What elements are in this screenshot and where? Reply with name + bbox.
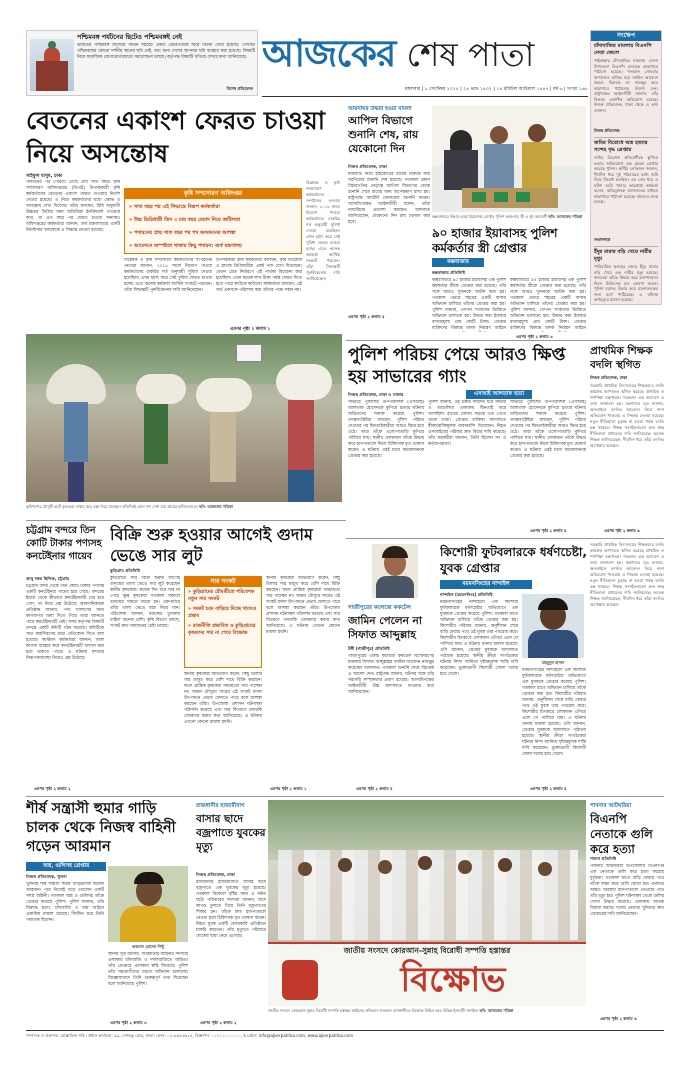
lead-byline: সাইফুল মাসুম, ঢাকা <box>26 174 63 179</box>
football-byline: নান্দাইল (ময়মনসিংহ) প্রতিনিধি <box>440 592 493 597</box>
football-body-col-1: ময়মনসিংহের নান্দাইলে এক কিশোরী ফুটবলারকে ধর্ষণচেষ্টার অভিযোগে এক যুবককে গ্রেপ্তার করেছে পুলিশ। গতকাল রাতে অভিযান চালিয়ে তাঁকে গ্রেপ্তার করা হয়। কিশোরীর পরিবার জানায়, অনুশীলন শেষে বাড়ি ফেরার পথে ওই যুবক তার পথরোধ করে। কিশোরীর চিৎকারে লোকজন এগিয়ে এলে সে পালিয়ে যায়। এ ঘটনায় থানায় মামলা হয়েছে। ওসি জানান, গ্রেপ্তার যুবককে আদালতে পাঠানো হয়েছে। স্থানীয় ক্রীড়া সংগঠকেরা ঘটনার নিন্দা জানিয়ে দৃষ্টান্তমূলক শাস্তি দাবি করেছেন। ভুক্তভোগী কিশোরী জেলা দলের হয়ে খেলে। <box>440 600 518 677</box>
sidebar-story-1-title[interactable]: চাঁদাবাজির মামলায় বিএনপি নেতা জেলে <box>594 43 652 56</box>
death-headline[interactable]: বাসার ছাদে বজ্রপাতে যুবকের মৃত্যু <box>196 813 266 853</box>
protest-photo[interactable] <box>268 800 586 1006</box>
sidebar-story-1-body: গাইবান্ধার চাঁদাবাজির মামলায় জেলা উপজেলা বিএনপি নেতাকে কারাগারে পাঠানো হয়েছে। গতকাল সোমবার আদালতে হাজির হয়ে জামিন আবেদন করলে বিচারক তা নামঞ্জুর করে কারাগারে পাঠানোর নির্দেশ দেন। রাষ্ট্রপক্ষের আইনজীবী জানান, তাঁর বিরুদ্ধে একাধিক অভিযোগ রয়েছে। নিজস্ব প্রতিবেদক, ঢাকা থেকে এ তথ্য জানান। <box>594 58 658 113</box>
lead-body-col-3: উপসহকারী কৃষি কর্মকর্তারা বলছেন, কৃষি ডিপ্লোমা ও স্নাতক ডিগ্রিধারীরা একই পদে যোগ দিয়েছেন। বেতন গ্রেড নির্ধারণে এই পার্থক্য বিবেচনা করা হয়েছিল। এখন কয়েক লাখ টাকা পর্যন্ত ফেরত দিতে হতে পারে কাউকে কাউকে। কর্মকর্তারা বলছেন, এই অর্থ একসঙ্গে পরিশোধ করা তাঁদের পক্ষে সম্ভব নয়। <box>216 258 302 293</box>
fertilizer-box-item: » রাজনীতি প্রভাবিত ও কুড়িগ্রামের কৃষকদের সার না পেয়ে বিক্ষোভ <box>188 624 256 636</box>
savar-body-col-1: সাভারে পুলিশের উপপরিদর্শক (এসআই) আলতাফ হোসেনকে কুপিয়ে হত্যার ঘটনায় জড়িতদের শনাক্ত করেছে পুলিশ। তদন্তসংশ্লিষ্টরা বলছেন, পুলিশ পরিচয় দেওয়ার পর ছিনতাইকারীরা আরও ক্ষিপ্ত হয়ে ওঠে। তারা তাঁকে এলোপাতাড়ি কুপিয়ে পালিয়ে যায়। স্থানীয় লোকজন তাঁকে উদ্ধার করে হাসপাতালে নিলে চিকিৎসক মৃত ঘোষণা করেন। এ ঘটনায় এরই মধ্যে কয়েকজনকে গ্রেপ্তার করা হয়েছে। <box>348 400 424 459</box>
yaba-body-col-2: কক্সবাজারে ৯০ হাজার ইয়াবাসহ এক পুলিশ কর্মকর্তার স্ত্রীকে গ্রেপ্তার করা হয়েছে। তাঁর সঙ্গে আরও দুজনকে আটক করা হয়। গতকাল ভোরে শহরের একটি বাসায় অভিযান চালিয়ে তাঁদের গ্রেপ্তার করা হয়। পুলিশ জানায়, গোপন সংবাদের ভিত্তিতে অভিযান চালানো হয়। উদ্ধার করা ইয়াবার বাজারমূল্য প্রায় কোটি টাকা। গ্রেপ্তার ব্যক্তিদের বিরুদ্ধে মাদক নিয়ন্ত্রণ আইনে <box>510 278 586 331</box>
pabna-body: পাবনার আটঘরিয়া উপজেলায় বিএনপির এক নেতাকে গুলি করে হত্যা করেছে দুর্বৃত্তরা। গতকাল রাতে বাড়ি ফেরার পথে তাঁকে লক্ষ্য করে গুলি ছোড়া হয়। গুরুতর আহত অবস্থায় হাসপাতালে নেওয়ার পথে তাঁর মৃত্যু হয়। পুলিশ ঘটনাস্থল থেকে গুলির খোসা উদ্ধার করেছে। এলাকায় আতঙ্ক বিরাজ করছে। দলের নেতারা খুনিদের দ্রুত গ্রেপ্তারের দাবি জানিয়েছেন। <box>590 864 664 917</box>
ctg-byline: আবু বকর ছিদ্দিক, চট্টগ্রাম <box>26 576 70 581</box>
pabna-cont: এরপর পৃষ্ঠা ২ কলাম ৬ <box>600 1016 637 1021</box>
fertilizer-cont: এরপর পৃষ্ঠা ২ কলাম ১ <box>270 786 307 791</box>
lead-box-item: » উচ্চ ডিগ্রিধারী তিন ৩ চার বছর মেয়াদ নিয়ে জটিলতা <box>129 217 241 223</box>
teacher-cont: এরপর পৃষ্ঠা ২ কলাম ৬ <box>604 528 640 533</box>
savar-body-col-2: পুলিশ জানায়, ওই চক্রটি দীর্ঘদিন ধরে সাভার ও আশুলিয়া এলাকায় ছিনতাই করে আসছিল। রাতের বেলায় সড়কে ওত পেতে থাকে তারা। গ্রেপ্তার ব্যক্তিরা আদালতে স্বীকারোক্তিমূলক জবানবন্দি দিয়েছেন। নিহত এসআইয়ের পরিবার দ্রুত বিচার দাবি করেছে। তাঁর সহকর্মীরা জানান, তিনি ছিলেন সৎ ও কর্তব্যপরায়ণ। <box>428 400 506 447</box>
lead-photo[interactable] <box>26 334 342 502</box>
ctg-body: চট্টগ্রাম বন্দর থেকে তিন কোটি টাকার পণ্যসহ একটি কনটেইনার গায়েব হয়ে গেছে। বন্দরের ইয়ার্ড থেকে কীভাবে কনটেইনারটি বের হয়ে গেল, তা নিয়ে প্রশ্ন উঠেছে। আমদানিকারক প্রতিষ্ঠান জানায়, পণ্য খালাসের জন্য কাগজপত্র জমা দিতে গিয়ে তারা জানতে পারে কনটেইনারটি নেই। বন্দর কর্তৃপক্ষ বিষয়টি তদন্তে একটি কমিটি গঠন করেছে। কমিটিকে সাত কার্যদিবসের মধ্যে প্রতিবেদন দিতে বলা হয়েছে। কাস্টমস কর্মকর্তারা জানান, জাল কাগজ ব্যবহার করে কনটেইনারটি খালাস করা হয়ে থাকতে পারে। এ ঘটনায় বন্দরের নিরাপত্তাব্যবস্থা নিয়েও প্রশ্ন উঠেছে। <box>26 584 104 661</box>
teaser-body: ভারতের পশ্চিমবঙ্গ রাজ্যের পর্যটন শহরের একটি প্রচারপত্রকে ঘিরে বিতর্ক তৈরি হয়েছে। সেখানে পশ্চিমবঙ্গের কোনো দর্শনীয় স্থানের ছবি নেই, বরং অন্য দেশের স্থাপনার ছবি ব্যবহার করা হয়েছে। বিষয়টি নিয়ে সামাজিক যোগাযোগমাধ্যমে সমালোচনা চলছে। কর্তৃপক্ষ বিষয়টি খতিয়ে দেখার কথা জানিয়েছে। <box>77 43 255 60</box>
football-tag: ময়মনসিংহের নান্দাইল <box>440 580 532 589</box>
arrest-photo-caption: কক্সবাজারে উদ্ধার হওয়া ইয়াবাসহ গ্রেপ্তার পুলিশ কর্মকর্তার স্ত্রী ও দুই সহযোগী ছবি: আজকের পত্রিকা <box>432 214 583 219</box>
fertilizer-body-col-1: কুড়িগ্রামে সার বিক্রি শুরুর আগেই গুদামের তালা ভেঙে সার লুট করেছেন স্থানীয় কৃষকেরা। কয়েক দিন ধরে সার না পেয়ে ক্ষুব্ধ কৃষকেরা গতকাল সকালে গুদামের সামনে জড়ো হন। একপর্যায়ে তাঁরা তালা ভেঙে বস্তা নিয়ে যান। পরিবেশক জানান, বরাদ্দের তুলনায় চাহিদা অনেক বেশি। কৃষি বিভাগ বলছে, সংকট দ্রুত সমাধানের চেষ্টা চলছে। <box>110 576 180 629</box>
death-kicker: রাজধানীর হাজারীবাগ <box>196 803 245 809</box>
ctg-cont: এরপর পৃষ্ঠা ২ কলাম ২ <box>34 786 71 791</box>
pabna-kicker: পাবনার আটঘরিয়া <box>590 803 632 809</box>
protest-banner-text: বিক্ষোভ <box>400 960 506 1000</box>
fertilizer-byline: কুড়িগ্রাম প্রতিনিধি <box>110 568 140 573</box>
football-photo-caption: মাহমুদুল হাসান <box>541 660 565 665</box>
sidebar-story-2-body: জমির বিরোধে প্রতিবেশীকে কুপিয়ে হত্যার অভিযোগে এক বৃদ্ধকে গ্রেপ্তার করেছে পুলিশ। স্থানীয় লোকজন জানান, দীর্ঘদিন ধরে দুই পরিবারের মধ্যে জমি নিয়ে বিরোধ চলছিল। এর জের ধরে এ ঘটনা ঘটে। থানার ভারপ্রাপ্ত কর্মকর্তা বলেন, অভিযুক্তকে আদালতের মাধ্যমে কারাগারে পাঠানো হয়েছে। মামলার তদন্ত চলছে। <box>594 155 658 204</box>
bail-byline: টঙ্গী (গাজীপুর) প্রতিনিধি <box>348 646 390 651</box>
armaan-body-col-2: স্থানীয় সূত্র জানায়, আরমানের বাহিনীর সদস্যরা এলাকায় চাঁদাবাজি ও দখলবাজিতে জড়িত। তাঁর গ্রেপ্তারে এলাকায় স্বস্তি ফিরেছে। পুলিশ তাঁর সহযোগীদের ধরতে অভিযান চালাচ্ছে। জিজ্ঞাসাবাদে তিনি গুরুত্বপূর্ণ তথ্য দিয়েছেন বলে জানিয়েছে পুলিশ। <box>108 952 188 987</box>
lead-highlight-box <box>124 188 302 254</box>
lead-cont: এরপর পৃষ্ঠা ২ কলাম ১ <box>230 327 271 332</box>
armaan-cont: এরপর পৃষ্ঠা ২ কলাম ৩ <box>110 1020 147 1025</box>
lead-headline[interactable]: বেতনের একাংশ ফেরত চাওয়া নিয়ে অসন্তোষ <box>26 106 325 168</box>
fertilizer-box-item: » কুড়িগ্রামের রৌমারীতে পরিবেশক নতুন সার সংকট <box>188 590 255 602</box>
hearing-body: মামলাটি নিয়ে হাইকোর্টের রায়ের বিরুদ্ধে করা আপিলের শুনানি শেষ হয়েছে। গতকাল প্রধান বিচারপতির নেতৃত্বে আপিল বিভাগের বেঞ্চে শুনানি শেষে রায়ের জন্য অপেক্ষমাণ রাখা হয়। রাষ্ট্রপক্ষে অ্যাটর্নি জেনারেল শুনানি করেন। আসামিপক্ষের আইনজীবী বলেন, তাঁরা ন্যায়বিচার প্রত্যাশা করছেন। আদালত জানিয়েছেন, যেকোনো দিন রায় ঘোষণা করা হবে। <box>348 172 430 225</box>
yaba-cont: এরপর পৃষ্ঠা ২ কলাম ৩ <box>516 334 553 339</box>
bail-body: গাজীপুরের একটি কলেজে ককটেল বিস্ফোরণের মামলায় সিফাত আব্দুল্লাহর জামিন আবেদন নামঞ্জুর করেছেন আদালত। গতকাল শুনানি শেষে বিচারক এ আদেশ দেন। রাষ্ট্রপক্ষ জানায়, ঘটনার সঙ্গে তাঁর সরাসরি সম্পৃক্ততার প্রমাণ রয়েছে। আসামিপক্ষের আইনজীবী উচ্চ আদালতে যাওয়ার কথা জানিয়েছেন। <box>348 654 434 695</box>
logo-right: শেষ পাতা <box>406 35 535 74</box>
fertilizer-highlight-box <box>184 576 262 668</box>
lead-box-item: » পদায়নের প্রায় সাত বছর পর পদ অবনমনের আশঙ্কা <box>129 230 236 236</box>
yaba-headline[interactable]: ৯০ হাজার ইয়াবাসহ পুলিশ কর্মকর্তার স্ত্রী গ্রেপ্তার <box>432 226 558 255</box>
protest-photo-caption: জাতীয় সংসদে কোরআন-সুন্নাহ বিরোধী সম্পত্তি হস্তান্তর আইনের প্রতিবাদে গতকাল রাজধানীতে বিক্ষোভ মিছিল করে বিভিন্ন ইসলামী সংগঠন। ছবি: আজকের পত্রিকা <box>268 1008 514 1013</box>
lead-box-item: » সাত বছর পর এই সিদ্ধান্তে বিরূপ কর্মকর্তারা <box>129 204 220 210</box>
savar-body-col-3: সাভারে পুলিশের উপপরিদর্শক (এসআই) আলতাফ হোসেনকে কুপিয়ে হত্যার ঘটনায় জড়িতদের শনাক্ত করেছে পুলিশ। তদন্তসংশ্লিষ্টরা বলছেন, পুলিশ পরিচয় দেওয়ার পর ছিনতাইকারীরা আরও ক্ষিপ্ত হয়ে ওঠে। তারা তাঁকে এলোপাতাড়ি কুপিয়ে পালিয়ে যায়। স্থানীয় লোকজন তাঁকে উদ্ধার করে হাসপাতালে নিলে চিকিৎসক মৃত ঘোষণা করেন। এ ঘটনায় এরই মধ্যে কয়েকজনকে গ্রেপ্তার করা হয়েছে। <box>510 400 586 459</box>
pabna-headline[interactable]: বিএনপি নেতাকে গুলি করে হত্যা <box>590 812 653 856</box>
bail-headline[interactable]: জামিন পেলেন না সিফাত আব্দুল্লাহ <box>348 615 422 641</box>
sidebar-header: সংক্ষেপ <box>591 31 661 41</box>
teaser-title[interactable]: পশ্চিমবঙ্গ পর্যটনের ছিটেও পশ্চিমবঙ্গই নেই <box>77 33 182 41</box>
fertilizer-box-title: সার সংকট <box>185 577 261 587</box>
fertilizer-headline[interactable]: বিক্রি শুরু হওয়ার আগেই গুদাম ভেঙে সার লুট <box>110 525 313 565</box>
sidebar-story-2-title[interactable]: জমির বিরোধে অস্ত্র হত্যার সন্দেহ বৃদ্ধ গ্রেপ্তার <box>594 140 648 153</box>
death-body: রাজধানীর হাজারীবাগে বাসার ছাদে বজ্রপাতে এক যুবকের মৃত্যু হয়েছে। গতকাল বিকেলে বৃষ্টির সময় এ ঘটনা ঘটে। পরিবারের সদস্যরা জানান, ছাদে কাপড় তুলতে গিয়ে তিনি বজ্রপাতের শিকার হন। তাঁকে দ্রুত হাসপাতালে নেওয়া হলে চিকিৎসক মৃত ঘোষণা করেন। নিহত যুবক একটি বেসরকারি প্রতিষ্ঠানে চাকরি করতেন। তাঁর মৃত্যুতে পরিবারে শোকের ছায়া নেমে এসেছে। <box>196 880 266 939</box>
teacher-byline: নিজস্ব প্রতিবেদক, ঢাকা <box>590 375 628 380</box>
hearing-kicker: আয়নাঘর উদ্ধার হওয়া মামলা <box>348 106 412 112</box>
lead-body-col-2: বিশ্লেষক ও কৃষি সম্প্রসারণ কর্মকর্তাদের সংগঠনের নেতারা জানান, ২০১৮ সালে নিয়োগ পাওয়া কর্মকর্তাদের চাকরির শর্ত অনুযায়ী সুবিধা দেওয়া হয়েছিল। এখন হঠাৎ করে সেই সুবিধা ফেরত চাওয়া হচ্ছে। এতে অনেক কর্মকর্তা আর্থিক সংকটে পড়বেন। তাঁরা সিদ্ধান্তটি পুনর্বিবেচনার দাবি জানিয়েছেন। <box>124 258 212 293</box>
football-photo[interactable] <box>522 594 584 658</box>
savar-headline[interactable]: পুলিশ পরিচয় পেয়ে আরও ক্ষিপ্ত হয় সাভারের গ্যাং <box>348 345 566 387</box>
sidebar-story-3-cont <box>594 304 658 305</box>
fertilizer-box-item: » সংকট চরম বাড়িয়ে দিচ্ছে খাদ্যেও প্রভাব <box>188 607 257 619</box>
armaan-photo-caption: আরমান হোসেন পিন্টু <box>131 944 165 949</box>
football-headline[interactable]: কিশোরী ফুটবলারকে ধর্ষণচেষ্টা, যুবক গ্রেপ্তার <box>440 545 587 575</box>
lead-box-item: » আবেদনে অস্পষ্টতা থাকায় কিছু পদায়ন: অর্থ মন্ত্রণালয় <box>129 243 242 249</box>
teaser-box <box>26 30 258 96</box>
logo-left: আজকের <box>262 32 396 75</box>
protest-banner-top: জাতীয় সংসদে কোরআন-সুন্নাহ বিরোধী সম্পত্তি হস্তান্তর <box>343 946 511 955</box>
hearing-headline[interactable]: আপিল বিভাগে শুনানি শেষ, রায় যেকোনো দিন <box>348 115 419 155</box>
football-body-col-2: ময়মনসিংহের নান্দাইলে এক কিশোরী ফুটবলারকে ধর্ষণচেষ্টার অভিযোগে এক যুবককে গ্রেপ্তার করেছে পুলিশ। গতকাল রাতে অভিযান চালিয়ে তাঁকে গ্রেপ্তার করা হয়। কিশোরীর পরিবার জানায়, অনুশীলন শেষে বাড়ি ফেরার পথে ওই যুবক তার পথরোধ করে। কিশোরীর চিৎকারে লোকজন এগিয়ে এলে সে পালিয়ে যায়। এ ঘটনায় থানায় মামলা হয়েছে। ওসি জানান, গ্রেপ্তার যুবককে আদালতে পাঠানো হয়েছে। স্থানীয় ক্রীড়া সংগঠকেরা ঘটনার নিন্দা জানিয়ে দৃষ্টান্তমূলক শাস্তি দাবি করেছেন। ভুক্তভোগী কিশোরী জেলা দলের হয়ে খেলে। <box>522 668 586 757</box>
death-byline: নিজস্ব প্রতিবেদক, ঢাকা <box>196 872 235 877</box>
sifat-photo[interactable] <box>372 544 418 598</box>
savar-cont: এরপর পৃষ্ঠা ২ কলাম ৪ <box>530 528 567 533</box>
lead-box-title: কৃষি সম্প্রসারণ অধিদপ্তর <box>125 189 301 199</box>
lead-body-col-4: বিশ্লেষক ও কৃষি সম্প্রসারণ কর্মকর্তাদের সংগঠনের নেতারা জানান, ২০১৮ সালে নিয়োগ পাওয়া কর্মকর্তাদের চাকরির শর্ত অনুযায়ী সুবিধা দেওয়া হয়েছিল। এখন হঠাৎ করে সেই সুবিধা ফেরত চাওয়া হচ্ছে। এতে অনেক কর্মকর্তা আর্থিক সংকটে পড়বেন। তাঁরা সিদ্ধান্তটি পুনর্বিবেচনার দাবি জানিয়েছেন। <box>306 180 340 281</box>
armaan-headline[interactable]: শীর্ষ সন্ত্রাসী হুমার গাড়ি চালক থেকে নিজস্ব বাহিনী গড়েন আরমান <box>26 801 176 855</box>
sidebar <box>590 30 662 305</box>
pabna-byline: পাবনা প্রতিনিধি <box>590 856 617 861</box>
sidebar-story-3-title[interactable]: ইঁদুর মারার বড়ি খেয়ে নারীর মৃত্যু <box>594 249 652 262</box>
armaan-byline: নিজস্ব প্রতিবেদক, খুলনা <box>26 874 67 879</box>
hearing-cont: এরপর পৃষ্ঠা ২ কলাম ৫ <box>348 314 385 319</box>
ctg-headline[interactable]: চট্টগ্রাম বন্দরে তিন কোটি টাকার পণ্যসহ কনটেইনার গায়েব <box>26 525 102 562</box>
hearing-byline: নিজস্ব প্রতিবেদক, ঢাকা <box>348 164 387 169</box>
fertilizer-body-col-2: স্থানীয় কৃষকেরা অভিযোগ করেন, কিছু ডিলার সার মজুত করে বেশি দামে বিক্রি করছেন। ফলে প্রান্তিক কৃষকেরা সময়মতো সার পাচ্ছেন না। আমন মৌসুমে সারের এই সংকট ফসল উৎপাদনে প্রভাব ফেলতে পারে বলে আশঙ্কা করছেন তাঁরা। উপজেলা প্রশাসন ঘটনাস্থল পরিদর্শন করেছে এবং সার বিতরণে তদারকি জোরদার করার কথা জানিয়েছে। এ ঘটনায় এখনো কোনো মামলা হয়নি। <box>184 672 262 725</box>
armaan-body-col-1: খুলনার শীর্ষ সন্ত্রাসী হুমার গাড়িচালক ছিলেন আরমান। পরে নিজেই গড়ে তোলেন একটি সশস্ত্র বাহিনী। গতকাল অস্ত্র ও গুলিসহ তাঁকে গ্রেপ্তার করেছে পুলিশ। পুলিশ জানায়, তাঁর বিরুদ্ধে হত্যা, চাঁদাবাজি ও অস্ত্র আইনে একাধিক মামলা রয়েছে। দীর্ঘদিন ধরে তিনি পলাতক ছিলেন। <box>26 882 104 923</box>
teaser-image <box>30 39 74 91</box>
armaan-photo[interactable] <box>108 866 188 942</box>
teacher-body: সরকারি প্রাথমিক বিদ্যালয়ের শিক্ষকদের বদলি কার্যক্রম আপাতত স্থগিত করেছে প্রাথমিক ও গণশিক্ষা মন্ত্রণালয়। গতকাল এক আদেশে এ তথ্য জানানো হয়। মন্ত্রণালয় সূত্র জানায়, অনলাইনে বদলির আবেদন নিয়ে নানা অভিযোগ পাওয়ায় এ সিদ্ধান্ত নেওয়া হয়েছে। নতুন নীতিমালা চূড়ান্ত না হওয়া পর্যন্ত বদলি বন্ধ থাকবে। শিক্ষক সংগঠনগুলো দ্রুত স্বচ্ছ নীতিমালা প্রণয়নের দাবি জানিয়েছে। অনেক শিক্ষক জানিয়েছেন, দীর্ঘদিন ধরে তাঁরা বদলির অপেক্ষায় আছেন। <box>590 383 664 448</box>
armaan-tag: অস্ত্র, গুলিসহ গ্রেপ্তার <box>26 862 106 871</box>
dateline: মঙ্গলবার | ৮ সেপ্টেম্বর ২০২৫ | ২৪ ভাদ্র ১৪৩২ | ১৪ রবিউল আউয়াল ১৪৪৭ | বর্ষ ৬ | সংখ্যা ১৬৮ <box>404 87 588 92</box>
protest-banner <box>268 942 586 1006</box>
lead-body-col-1: পদায়নের পর পেরিয়ে গেছে প্রায় সাত বছর। কৃষি সম্প্রসারণ অধিদপ্তরের (ডিএই) উপসহকারী কৃষি কর্মকর্তাদের বেতনের একাংশ ফেরত দেওয়ার নির্দেশ দেওয়া হয়েছে। এ নিয়ে কর্মকর্তাদের মধ্যে ক্ষোভ ও অসন্তোষ দেখা দিয়েছে। তাঁরা বলছেন, বিধি অনুযায়ী উচ্চতর ডিগ্রির জন্য অতিরিক্ত ইনক্রিমেন্ট পাওয়ার কথা, যা এত বছর পর ফেরত চাওয়া অন্যায্য। অধিদপ্তরের কর্মকর্তারা জানান, অর্থ মন্ত্রণালয়ের একটি নির্দেশনার আলোকে এ সিদ্ধান্ত নেওয়া হয়েছে। <box>26 180 120 233</box>
savar-byline: নিজস্ব প্রতিবেদক, ঢাকা ও সাভার <box>348 392 404 397</box>
sidebar-story-1-cont: নিজস্ব প্রতিবেদক <box>594 128 620 133</box>
yaba-byline: কক্সবাজার প্রতিনিধি <box>432 270 465 275</box>
bail-cont: এরপর পৃষ্ঠা ২ কলাম ৪ <box>356 786 393 791</box>
yaba-tag: কক্সবাজার <box>432 258 484 267</box>
bail-kicker: গাজীপুরের কলেজে ককটেল <box>348 605 411 611</box>
sidebar-story-2-cont: সংবাদদাতা <box>594 237 611 242</box>
teacher-headline[interactable]: প্রাথমিক শিক্ষক বদলি স্থগিত <box>590 345 653 371</box>
teaser-cont: বিশেষ প্রতিবেদন <box>226 86 253 91</box>
lead-photo-caption: কৃষিপণ্যের মৌসুমী হাটে কৃষকেরা মাথায় করে বস্তা নিয়ে যাচ্ছেন। প্রতিদিনই এমন দৃশ্য দেখা যায় গ্রামের হাটগুলোতে। ছবি: আজকের পত্রিকা <box>26 504 233 509</box>
footer-imprint: সম্পাদক ও প্রকাশক: মোস্তাফিজ শফি। প্রধান কার্যালয়: ৯৯, দেশবন্ধু রোড, ঢাকা। ফোন: ০২-৯৫৫৩৬২৪, বিজ্ঞাপন: ০১৭১১০০০০০০, ই-মেইল: info@ajkerpatrika.com, www.ajkerpatrika.com <box>26 1033 354 1038</box>
savar-tag: এসআই আলতাফ হত্যা <box>466 390 532 399</box>
masthead-logo[interactable] <box>262 30 582 78</box>
football-cont: এরপর পৃষ্ঠা ২ কলাম ৫ <box>530 786 567 791</box>
arrest-photo[interactable] <box>432 106 586 212</box>
teacher-body-lower: সরকারি প্রাথমিক বিদ্যালয়ের শিক্ষকদের বদলি কার্যক্রম আপাতত স্থগিত করেছে প্রাথমিক ও গণশিক্ষা মন্ত্রণালয়। গতকাল এক আদেশে এ তথ্য জানানো হয়। মন্ত্রণালয় সূত্র জানায়, অনলাইনে বদলির আবেদন নিয়ে নানা অভিযোগ পাওয়ায় এ সিদ্ধান্ত নেওয়া হয়েছে। নতুন নীতিমালা চূড়ান্ত না হওয়া পর্যন্ত বদলি বন্ধ থাকবে। শিক্ষক সংগঠনগুলো দ্রুত স্বচ্ছ নীতিমালা প্রণয়নের দাবি জানিয়েছে। অনেক শিক্ষক জানিয়েছেন, দীর্ঘদিন ধরে তাঁরা বদলির অপেক্ষায় আছেন। <box>590 542 664 607</box>
death-cont: এরপর পৃষ্ঠা ২ কলাম ২ <box>200 1020 237 1025</box>
fertilizer-body-col-3: স্থানীয় কৃষকেরা অভিযোগ করেন, কিছু ডিলার সার মজুত করে বেশি দামে বিক্রি করছেন। ফলে প্রান্তিক কৃষকেরা সময়মতো সার পাচ্ছেন না। আমন মৌসুমে সারের এই সংকট ফসল উৎপাদনে প্রভাব ফেলতে পারে বলে আশঙ্কা করছেন তাঁরা। উপজেলা প্রশাসন ঘটনাস্থল পরিদর্শন করেছে এবং সার বিতরণে তদারকি জোরদার করার কথা জানিয়েছে। এ ঘটনায় এখনো কোনো মামলা হয়নি। <box>266 576 340 635</box>
yaba-body-col-1: কক্সবাজারে ৯০ হাজার ইয়াবাসহ এক পুলিশ কর্মকর্তার স্ত্রীকে গ্রেপ্তার করা হয়েছে। তাঁর সঙ্গে আরও দুজনকে আটক করা হয়। গতকাল ভোরে শহরের একটি বাসায় অভিযান চালিয়ে তাঁদের গ্রেপ্তার করা হয়। পুলিশ জানায়, গোপন সংবাদের ভিত্তিতে অভিযান চালানো হয়। উদ্ধার করা ইয়াবার বাজারমূল্য প্রায় কোটি টাকা। গ্রেপ্তার ব্যক্তিদের বিরুদ্ধে মাদক নিয়ন্ত্রণ আইনে <box>432 278 506 331</box>
sidebar-story-3-body: পারিবারিক কলহের জেরে ইঁদুর মারার বড়ি খেয়ে এক নারীর মৃত্যু হয়েছে। স্বজনেরা তাঁকে উদ্ধার করে হাসপাতালে নিলে চিকিৎসক মৃত ঘোষণা করেন। পুলিশ মরদেহ উদ্ধার করে ময়নাতদন্তের জন্য মর্গে পাঠিয়েছে। এ ঘটনায় অপমৃত্যুর মামলা হয়েছে। <box>594 264 658 302</box>
